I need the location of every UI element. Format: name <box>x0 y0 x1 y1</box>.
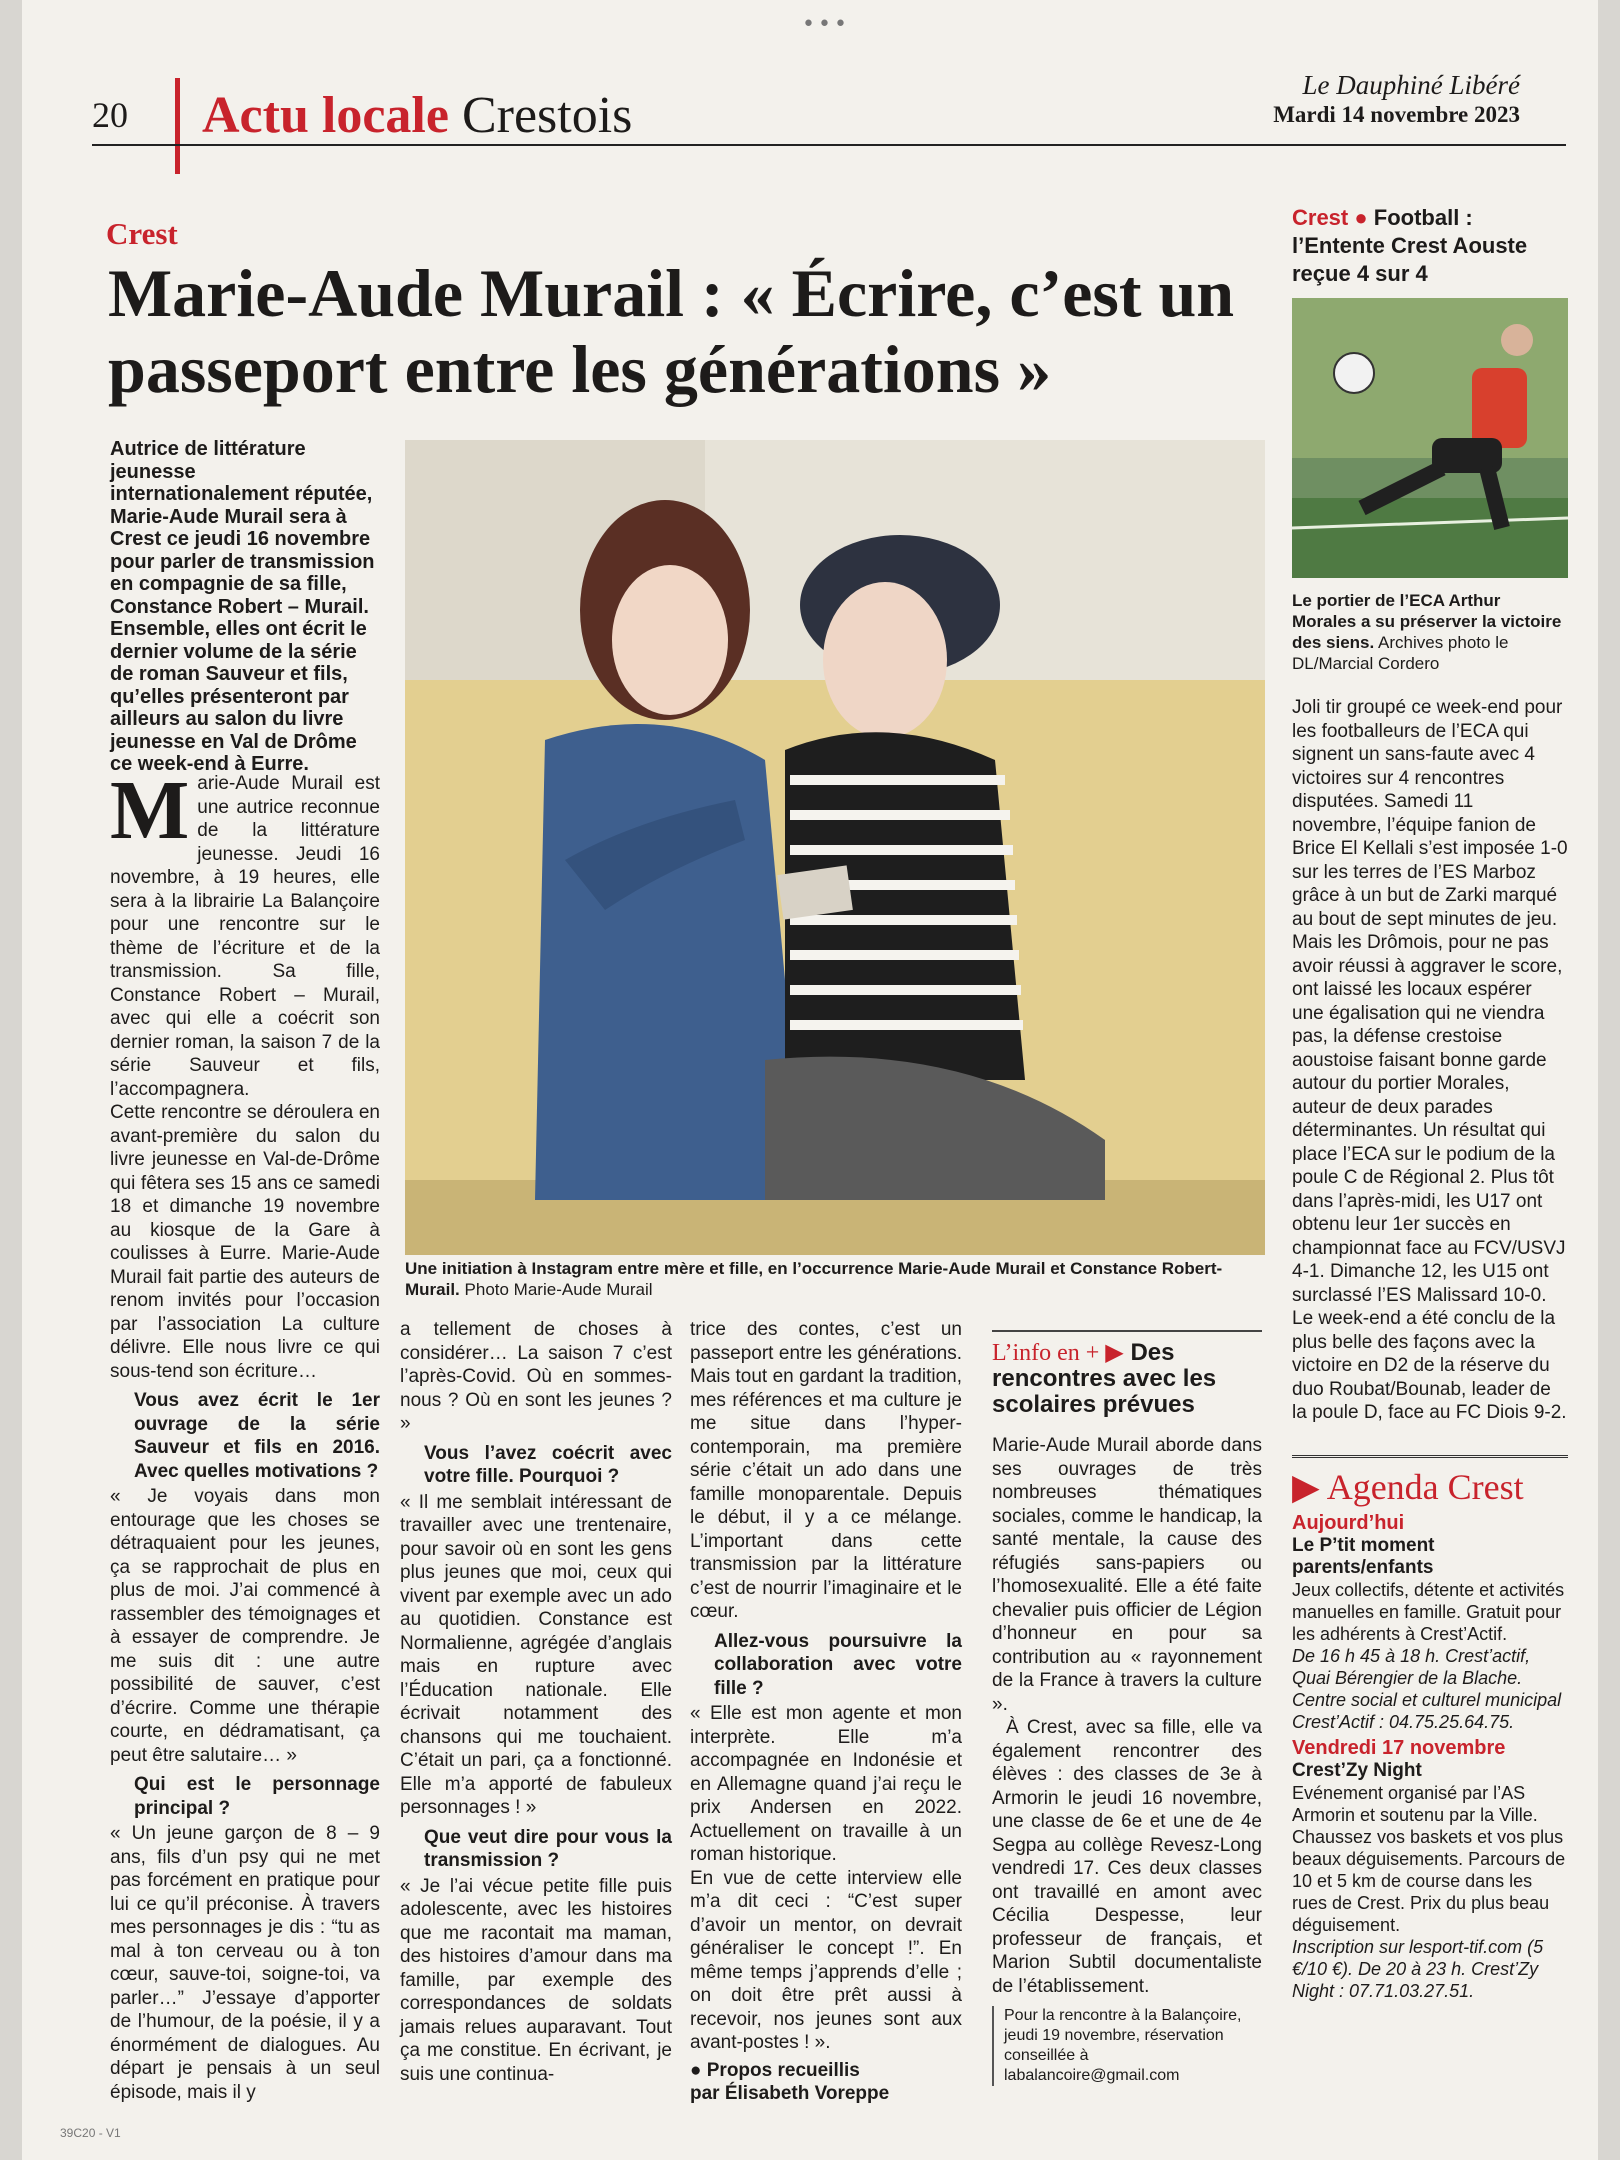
header-rule <box>92 144 1566 146</box>
newspaper-name: Le Dauphiné Libéré <box>1302 70 1520 100</box>
article-column-1 <box>110 764 380 2104</box>
interview-answer: « Il me semblait intéressant de travailler avec une trentenaire, pour savoir où en sont les gens plus jeunes que moi, ceux qui vivent par exemple avec un ado au quotidien. Constance est Normalienne, agrégée d’anglais mais en rupture avec l’Éducation nationale. Elle écrivait notamment des chansons qui me touchaient. C’était un pari, ça a fonctionné. Elle m’a apporté de fabuleux personnages ! » <box>400 1491 672 1818</box>
agenda-event-info: Inscription sur lesport-tif.com (5 €/10 €). De 20 à 23 h. Crest’Zy Night : 07.71.03.27.51. <box>1292 1936 1544 2001</box>
subsection-name: Crestois <box>461 87 633 144</box>
photo-caption <box>405 1258 1265 1300</box>
section-divider <box>175 78 180 174</box>
agenda-box <box>1292 1455 1568 2002</box>
more-options-icon[interactable]: ••• <box>802 12 850 37</box>
info-paragraph: Marie-Aude Murail aborde dans ses ouvrages de très nombreuses thématiques sociales, comme le handicap, la santé mentale, la cause des réfugiés sans-papiers ou l’homosexualité. Elle a été faite chevalier puis officier de Légion d’honneur en pour sa contribution au « rayonnement de la France à travers la culture ». <box>992 1435 1262 1715</box>
info-paragraph: À Crest, avec sa fille, elle va également rencontrer des élèves : des classes de 3e à Armorin le jeudi 16 novembre, une classe de 6e et une de 4e Segpa au collège Revesz-Long vendredi 17. Ces deux classes ont travaillé en amont avec Cécilia Despesse, leur professeur de français, et Marion Subtil documentaliste de l’établissement. <box>992 1717 1262 1997</box>
interview-answer: « Un jeune garçon de 8 – 9 ans, fils d’un psy qui ne met pas forcément en pratique pour lui ce qu’il préconise. À travers mes personnages je dis : “tu as mal à ton cerveau ou à ton cœur, sauve-toi, soigne-toi, va parler…” J’essaye d’apporter de l’humour, de la poésie, il y a énormément de dialogues. Au départ je pensais à un seul épisode, mais il y <box>110 1823 380 2103</box>
mother-daughter-photo <box>405 440 1265 1255</box>
info-box <box>992 1330 1262 2086</box>
football-article: Joli tir groupé ce week-end pour les footballeurs de l’ECA qui signent un sans-faute avec 4 victoires sur 4 rencontres disputées. Samedi 11 novembre, l’équipe fanion de Brice El Kellali s’est imposée 1-0 sur les terres de l’ES Marboz grâce à un but de Zarki marqué au bout de sept minutes de jeu. Mais les Drômois, pour ne pas avoir réussi à aggraver le score, ont laissé les locaux espérer une égalisation qui ne viendra pas, la défense crestoise aoustoise faisant bonne garde autour du portier Morales, auteur de deux parades déterminantes. Un résultat qui place l’ECA sur le podium de la poule C de Régional 2. Plus tôt dans l’après-midi, les U17 ont obtenu leur 1er succès en championnat face au FCV/USVJ 4-1. Dimanche 12, les U15 ont surclassé l’ES Malissard 10-0. Le week-end a été conclu de la plus belle des façons avec la victoire en D2 de la réserve du duo Roubat/Bounab, leader de la poule D, face au FC Diois 9-2. <box>1292 697 1568 1423</box>
article-photo <box>405 440 1265 1255</box>
football-caption <box>1292 590 1568 674</box>
byline-label: ● Propos recueillis <box>690 2059 860 2081</box>
photo-credit: Photo Marie-Aude Murail <box>464 1280 653 1299</box>
football-photo-credit: Archives photo le DL/Marcial Cordero <box>1292 633 1509 673</box>
page-number: 20 <box>92 95 128 135</box>
article-kicker: Crest <box>106 216 178 251</box>
article-lead: Autrice de littérature jeunesse internationalement réputée, Marie-Aude Murail sera à Crest ce jeudi 16 novembre pour parler de transmission en compagnie de sa fille, Constance Robert – Murail. Ensemble, elles ont écrit le dernier volume de la série de roman Sauveur et fils, qu’elles présenteront par ailleurs au salon du livre jeunesse en Val de Drôme ce week-end à Eurre. <box>110 438 375 775</box>
section-name: Actu locale <box>202 87 449 144</box>
goalkeeper-photo <box>1292 298 1568 578</box>
interview-question: Qui est le personnage principal ? <box>134 1774 380 1819</box>
article-column-3 <box>690 1318 962 2106</box>
article-paragraph: Cette rencontre se déroulera en avant-première du salon du livre jeunesse en Val-de-Drôme qui fêtera ses 15 ans ce samedi 18 et dimanche 19 novembre au kiosque de la Gare à coulisses à Eurre. Marie-Aude Murail fait partie des auteurs de renom invités pour l’occasion par l’association La culture délivre. Elle nous livre ce qui sous-tend son écriture… <box>110 1102 380 1382</box>
football-photo <box>1292 298 1568 578</box>
info-box-heading <box>992 1340 1262 1418</box>
agenda-event-title: Le P’tit moment parents/enfants <box>1292 1534 1435 1578</box>
agenda-event-text: Evénement organisé par l’AS Armorin et soutenu par la Ville. Chaussez vos baskets et vos plus beaux déguisements. Parcours de 10 et 5 km de course dans les rues de Crest. Prix du plus beau déguisement. <box>1292 1782 1566 1935</box>
interview-answer: « Je l’ai vécue petite fille puis adolescente, avec les histoires que me racontait ma maman, des histoires d’amour dans ma famille, par exemple des correspondances de soldats jamais relues auparavant. Tout ça me constitue. En écrivant, je suis une continua- <box>400 1875 672 2085</box>
section-title <box>202 86 632 145</box>
info-box-rule <box>992 1330 1262 1332</box>
article-column-2 <box>400 1318 672 2086</box>
photo-caption-text: Une initiation à Instagram entre mère et fille, en l’occurrence Marie-Aude Murail et Constance Robert-Murail. <box>405 1259 1223 1299</box>
agenda-event-info: De 16 h 45 à 18 h. Crest’actif, Quai Bérengier de la Blache. Centre social et culturel municipal Crest’Actif : 04.75.25.64.75. <box>1292 1645 1562 1732</box>
agenda-day: Aujourd’hui <box>1292 1511 1405 1534</box>
interview-answer: a tellement de choses à considérer… La saison 7 c’est l’après-Covid. Où en sommes-nous ? Où en sont les jeunes ? » <box>400 1319 672 1434</box>
byline: par Élisabeth Voreppe <box>690 2083 890 2104</box>
agenda-title: ▶ Agenda Crest <box>1292 1466 1524 1507</box>
interview-answer: En vue de cette interview elle m’a dit ceci : “C’est super d’avoir un mentor, on devrait généraliser le concept !”. En même temps j’apprends d’elle ; on doit être prêt aussi à recevoir, nos jeunes sont aux avant-postes ! ». <box>690 1867 962 2053</box>
drop-cap: M <box>110 764 190 857</box>
interview-question: Vous l’avez coécrit avec votre fille. Pourquoi ? <box>424 1442 672 1487</box>
agenda-event-title: Crest’Zy Night <box>1292 1759 1422 1781</box>
interview-question: Vous avez écrit le 1er ouvrage de la série Sauveur et fils en 2016. Avec quelles motivations ? <box>134 1390 380 1482</box>
info-box-label: L’info en + ▶ <box>992 1340 1124 1366</box>
article-paragraph: arie-Aude Murail est une autrice reconnue de la littérature jeunesse. Jeudi 16 novembre, à 19 heures, elle sera à la librairie La Balançoire pour une rencontre sur le thème de l’écriture et de la transmission. Sa fille, Constance Robert – Murail, avec qui elle a coécrit son dernier roman, la saison 7 de la série Sauveur et fils, l’accompagnera. <box>110 773 380 1100</box>
info-box-body <box>992 1434 1262 1998</box>
info-box-title: Des rencontres avec les scolaires prévues <box>992 1339 1217 1418</box>
interview-answer: « Elle est mon agente et mon interprète. Elle m’a accompagnée en Indonésie et en Allemagne quand j’ai reçu le prix Andersen en 2022. Actuellement on travaille à un roman historique. <box>690 1703 962 1865</box>
article-title: Marie-Aude Murail : « Écrire, c’est un passeport entre les générations » <box>108 255 1235 407</box>
interview-answer: trice des contes, c’est un passeport entre les générations. Mais tout en gardant la tradition, mes références et ma culture je me situe dans l’hyper-contemporain, ma première série c’était un ado dans une famille monoparentale. Depuis le début, il y a ce mélange. L’important dans cette transmission par la littérature c’est de nourrir l’imaginaire et le cœur. <box>690 1319 962 1622</box>
agenda-event-text: Jeux collectifs, détente et activités manuelles en famille. Gratuit pour les adhérents à Crest’Actif. <box>1292 1579 1565 1644</box>
interview-question: Que veut dire pour vous la transmission ? <box>424 1826 672 1871</box>
interview-answer: « Je voyais dans mon entourage que les choses se détraquaient pour les jeunes, ça se rapprochait de plus en plus de moi. J’ai commencé à rassembler des témoignages et à essayer de comprendre. Je me suis dit : une autre possibilité de sauver, c’est d’écrire. Comme une thérapie courte, en dédramatisant, ça peut être salutaire… » <box>110 1486 380 1766</box>
football-headline <box>1292 204 1568 288</box>
newspaper-page <box>22 0 1598 2160</box>
sidebar-column <box>1292 204 1568 2002</box>
issue-date: Mardi 14 novembre 2023 <box>1273 102 1520 127</box>
football-title: Football : l’Entente Crest Aouste reçue 4 sur 4 <box>1292 205 1528 286</box>
page-footer-code: 39C20 - V1 <box>60 2126 121 2140</box>
football-kicker: Crest ● <box>1292 205 1368 230</box>
reservation-note: Pour la rencontre à la Balançoire, jeudi 19 novembre, réservation conseillée à labalancoire@gmail.com <box>992 2006 1262 2086</box>
interview-question: Allez-vous poursuivre la collaboration avec votre fille ? <box>714 1630 962 1699</box>
agenda-day: Vendredi 17 novembre <box>1292 1736 1506 1759</box>
football-caption-text: Le portier de l’ECA Arthur Morales a su préserver la victoire des siens. <box>1292 591 1562 652</box>
